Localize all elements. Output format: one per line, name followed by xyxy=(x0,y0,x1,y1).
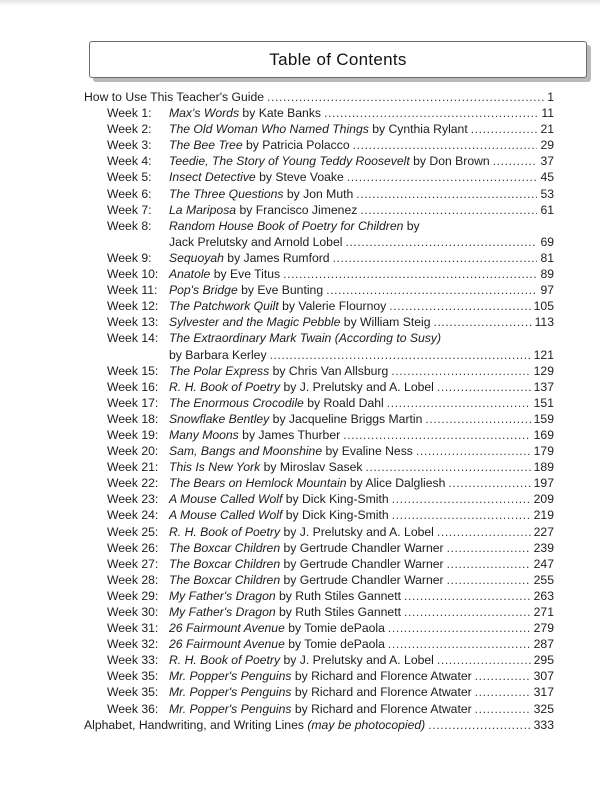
toc-entry xyxy=(165,491,389,507)
toc-book-author: by Tomie dePaola xyxy=(284,637,385,652)
toc-week-label: Week 2: xyxy=(107,122,152,137)
toc-row[interactable] xyxy=(84,668,554,684)
toc-book-title: My Father's Dragon xyxy=(169,605,276,619)
toc-page-number: 21 xyxy=(540,122,554,137)
toc-week-label: Week 15: xyxy=(107,363,159,378)
toc-book-author: by Jon Muth xyxy=(283,186,354,201)
toc-book-title: Mr. Popper's Penguins xyxy=(169,701,292,716)
toc-book-title: R. H. Book of Poetry xyxy=(169,653,281,668)
toc-week-label: Week 6: xyxy=(107,186,152,201)
toc-book-title: My Father's Dragon xyxy=(169,588,276,603)
toc-book-title: This Is New York xyxy=(169,460,261,475)
leader-dots xyxy=(360,202,537,218)
toc-book-author: by Gertrude Chandler Warner xyxy=(280,556,444,571)
toc-week-label: Week 24: xyxy=(107,508,159,523)
leader-dots xyxy=(326,282,537,298)
toc-row[interactable] xyxy=(84,218,554,234)
leader-dots xyxy=(437,652,531,668)
leader-dots xyxy=(353,137,538,153)
leader-dots xyxy=(343,427,530,443)
toc-page-number: 53 xyxy=(540,186,554,201)
leader-dots xyxy=(404,604,531,620)
toc-entry xyxy=(165,652,434,668)
toc-book-title: Mr. Popper's Penguins xyxy=(169,669,292,684)
toc-week-label: Week 22: xyxy=(107,476,159,491)
toc-row[interactable] xyxy=(84,652,554,668)
toc-entry-continuation: Jack Prelutsky and Arnold Lobel xyxy=(169,234,343,249)
toc-entry xyxy=(165,620,385,636)
toc-book-author: by Dick King-Smith xyxy=(282,508,389,523)
toc-book-author: by J. Prelutsky and A. Lobel xyxy=(280,379,434,394)
toc-page-number: 317 xyxy=(533,685,554,700)
toc-entry xyxy=(165,572,444,588)
leader-dots xyxy=(437,379,531,395)
toc-book-title: 26 Fairmount Avenue xyxy=(169,637,285,652)
toc-row[interactable] xyxy=(84,153,554,169)
toc-row-intro[interactable] xyxy=(84,89,554,105)
toc-book-title: The Extraordinary Mark Twain (According to Susy) xyxy=(169,331,442,346)
toc-week-label: Week 26: xyxy=(107,540,159,555)
toc-row[interactable] xyxy=(84,475,554,491)
toc-week-label: Week 16: xyxy=(107,379,159,394)
toc-page-number: 113 xyxy=(534,315,554,330)
toc-entry xyxy=(165,427,340,443)
toc-page-number: 121 xyxy=(533,347,554,362)
leader-dots xyxy=(391,363,530,379)
toc-week-label: Week 5: xyxy=(107,170,152,185)
toc-entry xyxy=(165,507,389,523)
toc-entry xyxy=(165,218,420,234)
toc-row-outro[interactable] xyxy=(84,717,554,733)
toc-book-title: The Bee Tree xyxy=(169,138,243,153)
toc-book-title: La Mariposa xyxy=(169,202,237,217)
toc-book-title: A Mouse Called Wolf xyxy=(169,508,283,523)
toc-entry xyxy=(165,636,385,652)
toc-row[interactable] xyxy=(84,443,554,459)
toc-book-author: by Tomie dePaola xyxy=(284,621,385,636)
toc-entry xyxy=(165,588,401,604)
toc-week-label: Week 23: xyxy=(107,492,159,507)
toc-entry xyxy=(165,105,321,121)
toc-week-label: Week 11: xyxy=(107,283,158,298)
leader-dots xyxy=(324,105,538,121)
page-title: Table of Contents xyxy=(269,49,407,69)
toc-row[interactable] xyxy=(84,169,554,185)
toc-book-title: Teedie, The Story of Young Teddy Roosevelt xyxy=(169,154,410,169)
toc-week-label: Week 17: xyxy=(107,395,159,410)
toc-row[interactable] xyxy=(84,684,554,700)
toc-row[interactable] xyxy=(84,620,554,636)
toc-book-author: by Alice Dalgliesh xyxy=(346,476,446,491)
leader-dots xyxy=(447,540,531,556)
toc-page-number: 97 xyxy=(540,283,554,298)
toc-book-title: The Enormous Crocodile xyxy=(169,395,304,410)
toc-book-author: by James Thurber xyxy=(238,427,341,442)
toc-row[interactable] xyxy=(84,507,554,523)
toc-week-label: Week 1: xyxy=(107,106,152,121)
toc-page-number: 209 xyxy=(533,492,554,507)
toc-page-number: 263 xyxy=(533,588,554,603)
leader-dots xyxy=(475,701,531,717)
toc-row[interactable] xyxy=(84,298,554,314)
toc-book-title: Many Moons xyxy=(169,427,239,442)
leader-dots xyxy=(404,588,531,604)
toc-page-number: 159 xyxy=(533,411,554,426)
toc-book-author: by Gertrude Chandler Warner xyxy=(280,540,444,555)
toc-page-number: 179 xyxy=(533,444,554,459)
toc-book-title: Insect Detective xyxy=(169,170,256,185)
toc-page-number: 45 xyxy=(540,170,554,185)
toc-week-label: Week 29: xyxy=(107,588,159,603)
toc-entry-continuation: by Barbara Kerley xyxy=(169,347,267,362)
toc-row[interactable] xyxy=(84,121,554,137)
toc-row[interactable] xyxy=(84,540,554,556)
leader-dots xyxy=(447,572,531,588)
toc-book-author: by Miroslav Sasek xyxy=(260,460,363,475)
toc-week-label: Week 19: xyxy=(107,427,159,442)
toc-entry xyxy=(165,266,280,282)
toc-page-number: 137 xyxy=(533,379,554,394)
toc-week-label: Week 25: xyxy=(107,524,159,539)
toc-week-label: Week 20: xyxy=(107,444,159,459)
toc-page-number: 247 xyxy=(533,556,554,571)
toc-entry xyxy=(165,137,350,153)
toc-book-author: by J. Prelutsky and A. Lobel xyxy=(280,653,434,668)
toc-book-author: by Richard and Florence Atwater xyxy=(291,701,472,716)
toc-book-title: The Boxcar Children xyxy=(169,540,281,555)
toc-entry-text: How to Use This Teacher's Guide xyxy=(84,90,265,104)
toc-row[interactable] xyxy=(84,202,554,218)
leader-dots xyxy=(447,556,531,572)
toc-page-number: 197 xyxy=(533,476,554,491)
toc-week-label: Week 8: xyxy=(107,218,152,233)
toc-page-number: 279 xyxy=(533,621,554,636)
toc-week-label: Week 10: xyxy=(107,267,159,282)
toc-book-title: The Polar Express xyxy=(169,363,270,378)
toc-week-label: Week 4: xyxy=(107,154,152,169)
toc-week-label: Week 27: xyxy=(107,556,159,571)
toc-book-title: Random House Book of Poetry for Children xyxy=(169,218,404,233)
toc-week-label: Week 13: xyxy=(107,315,159,330)
leader-dots xyxy=(392,507,531,523)
leader-dots xyxy=(345,234,537,250)
toc-entry xyxy=(165,684,472,700)
toc-entry xyxy=(165,363,388,379)
toc-page-number: 219 xyxy=(533,508,554,523)
toc-page-number: 89 xyxy=(540,267,554,282)
toc-book-title: The Old Woman Who Named Things xyxy=(169,122,369,137)
toc-book-title: 26 Fairmount Avenue xyxy=(169,621,285,636)
toc-page-number: 325 xyxy=(533,701,554,716)
toc-entry xyxy=(165,701,472,717)
toc-book-author: by Ruth Stiles Gannett xyxy=(275,588,401,603)
toc-book-title: Sylvester and the Magic Pebble xyxy=(169,315,341,330)
toc-book-author: by Dick King-Smith xyxy=(282,492,389,507)
toc-row[interactable] xyxy=(84,282,554,298)
toc-book-author: by J. Prelutsky and A. Lobel xyxy=(280,524,434,539)
toc-book-author: by Gertrude Chandler Warner xyxy=(280,572,444,587)
leader-dots xyxy=(392,491,531,507)
toc-entry xyxy=(165,443,413,459)
toc-book-author: by xyxy=(403,218,420,233)
toc-row[interactable] xyxy=(84,379,554,395)
toc-entry xyxy=(165,314,430,330)
toc-row[interactable] xyxy=(84,411,554,427)
toc-week-label: Week 3: xyxy=(107,138,152,153)
toc-week-label: Week 12: xyxy=(107,299,159,314)
toc-book-author: by Cynthia Rylant xyxy=(368,122,468,137)
toc-entry xyxy=(165,540,444,556)
toc-book-title: The Boxcar Children xyxy=(169,556,281,571)
leader-dots xyxy=(437,524,531,540)
toc-book-author: by Patricia Polacco xyxy=(242,138,350,153)
toc-book-title: Mr. Popper's Penguins xyxy=(169,685,292,700)
toc-week-label: Week 9: xyxy=(107,250,152,265)
toc-book-title: A Mouse Called Wolf xyxy=(169,492,283,507)
leader-dots xyxy=(347,169,538,185)
leader-dots xyxy=(433,314,531,330)
toc-row[interactable] xyxy=(84,137,554,153)
leader-dots xyxy=(475,668,531,684)
toc-book-title: The Boxcar Children xyxy=(169,572,281,587)
leader-dots xyxy=(283,266,537,282)
toc-entry xyxy=(165,121,468,137)
toc-page-number: 169 xyxy=(533,427,554,442)
toc-entry xyxy=(165,395,384,411)
toc-page-number: 255 xyxy=(533,572,554,587)
toc-book-title: R. H. Book of Poetry xyxy=(169,524,281,539)
toc-entry xyxy=(165,524,434,540)
toc-row[interactable] xyxy=(84,572,554,588)
toc-week-label: Week 21: xyxy=(107,460,159,475)
toc-row[interactable] xyxy=(84,363,554,379)
toc-row[interactable] xyxy=(84,250,554,266)
toc-entry xyxy=(165,169,344,185)
toc-page-number: 81 xyxy=(540,250,554,265)
toc-entry xyxy=(165,298,386,314)
toc-page-number: 287 xyxy=(533,637,554,652)
toc-page-number: 61 xyxy=(540,202,554,217)
toc-book-author: by Eve Bunting xyxy=(237,283,324,298)
toc-page-number: 333 xyxy=(533,717,554,732)
leader-dots xyxy=(366,459,531,475)
toc-page-number: 307 xyxy=(533,669,554,684)
toc-book-title: Pop's Bridge xyxy=(169,283,238,298)
toc-book-author: by Roald Dahl xyxy=(303,395,384,410)
toc-entry xyxy=(165,202,357,218)
toc-week-label: Week 7: xyxy=(107,202,152,217)
leader-dots xyxy=(475,684,531,700)
page-top-edge xyxy=(0,0,600,6)
leader-dots xyxy=(389,298,530,314)
toc-book-title: Sam, Bangs and Moonshine xyxy=(169,444,323,459)
toc-page-number: 271 xyxy=(533,605,554,619)
toc-page-number: 105 xyxy=(533,299,554,314)
toc-row[interactable] xyxy=(84,459,554,475)
toc-entry xyxy=(165,604,401,620)
toc-row[interactable] xyxy=(84,636,554,652)
leader-dots xyxy=(356,186,537,202)
toc-book-author: by Don Brown xyxy=(409,154,490,169)
toc-outro-label: Alphabet, Handwriting, and Writing Lines xyxy=(84,717,308,732)
toc-page-number: 129 xyxy=(533,363,554,378)
toc-entry xyxy=(165,250,330,266)
toc-book-title: Max's Words xyxy=(169,106,240,121)
toc-page-number: 29 xyxy=(540,138,554,153)
toc-book-author: by Richard and Florence Atwater xyxy=(291,669,472,684)
toc-book-title: The Bears on Hemlock Mountain xyxy=(169,476,347,491)
toc-page-number: 11 xyxy=(541,106,554,121)
toc-book-author: by Chris Van Allsburg xyxy=(269,363,389,378)
toc-page-number: 69 xyxy=(540,234,554,249)
toc-book-title: Snowflake Bentley xyxy=(169,411,270,426)
toc-row[interactable] xyxy=(84,427,554,443)
toc-entry xyxy=(165,379,434,395)
toc-book-author: by Ruth Stiles Gannett xyxy=(275,605,401,619)
toc-page-number: 295 xyxy=(533,653,554,668)
toc-row-continuation[interactable] xyxy=(84,234,554,250)
toc-entry xyxy=(165,153,490,169)
leader-dots xyxy=(388,636,531,652)
toc-book-author: by Eve Titus xyxy=(210,267,281,282)
toc-week-label: Week 35: xyxy=(107,685,159,700)
toc-entry xyxy=(165,330,441,346)
toc-book-author: by William Steig xyxy=(340,315,431,330)
toc-week-label: Week 31: xyxy=(107,621,159,636)
leader-dots xyxy=(448,475,530,491)
toc-page-number: 227 xyxy=(533,524,554,539)
toc-entry xyxy=(165,475,445,491)
toc-row[interactable] xyxy=(84,330,554,346)
leader-dots xyxy=(493,153,538,169)
toc-week-label: Week 14: xyxy=(107,331,159,346)
toc-book-author: by Evaline Ness xyxy=(322,444,413,459)
toc-page-number: 37 xyxy=(540,154,554,169)
toc-row[interactable] xyxy=(84,314,554,330)
toc-entry xyxy=(165,668,472,684)
toc-week-label: Week 28: xyxy=(107,572,159,587)
toc-row[interactable] xyxy=(84,524,554,540)
leader-dots xyxy=(425,411,530,427)
toc-page-number: 151 xyxy=(533,395,554,410)
toc-book-title: The Patchwork Quilt xyxy=(169,299,279,314)
toc-book-author: by Steve Voake xyxy=(255,170,344,185)
toc-book-title: R. H. Book of Poetry xyxy=(169,379,281,394)
toc-entry-text xyxy=(84,717,425,733)
table-of-contents xyxy=(84,89,554,733)
toc-outro-note: (may be photocopied) xyxy=(307,717,426,732)
leader-dots xyxy=(416,443,531,459)
toc-entry xyxy=(165,411,422,427)
toc-week-label: Week 32: xyxy=(107,637,159,652)
leader-dots xyxy=(387,395,531,411)
toc-row[interactable] xyxy=(84,105,554,121)
toc-book-author: by Valerie Flournoy xyxy=(278,299,387,314)
toc-week-label: Week 35: xyxy=(107,669,159,684)
toc-week-label: Week 30: xyxy=(107,605,159,619)
toc-page-number: 189 xyxy=(533,460,554,475)
toc-entry xyxy=(165,459,363,475)
toc-row[interactable] xyxy=(84,556,554,572)
toc-book-title: Sequoyah xyxy=(169,250,224,265)
leader-dots xyxy=(267,89,544,105)
title-box xyxy=(89,41,587,78)
toc-week-label: Week 18: xyxy=(107,411,159,426)
toc-book-title: Anatole xyxy=(169,267,211,282)
toc-book-author: by James Rumford xyxy=(223,250,330,265)
toc-week-label: Week 33: xyxy=(107,653,159,668)
toc-row[interactable] xyxy=(84,266,554,282)
toc-row-continuation[interactable] xyxy=(84,347,554,363)
toc-row[interactable] xyxy=(84,186,554,202)
toc-row[interactable] xyxy=(84,491,554,507)
toc-page-number: 239 xyxy=(533,540,554,555)
leader-dots xyxy=(270,347,531,363)
toc-row[interactable] xyxy=(84,604,554,620)
leader-dots xyxy=(333,250,538,266)
leader-dots xyxy=(471,121,538,137)
toc-row[interactable] xyxy=(84,395,554,411)
toc-week-label: Week 36: xyxy=(107,701,159,716)
toc-row[interactable] xyxy=(84,588,554,604)
leader-dots xyxy=(388,620,531,636)
toc-book-author: by Francisco Jimenez xyxy=(236,202,358,217)
toc-book-author: by Jacqueline Briggs Martin xyxy=(269,411,423,426)
toc-entry xyxy=(165,186,353,202)
toc-page-number: 1 xyxy=(547,90,554,104)
toc-book-title: The Three Questions xyxy=(169,186,284,201)
toc-book-author: by Kate Banks xyxy=(239,106,322,121)
toc-entry xyxy=(165,282,323,298)
toc-book-author: by Richard and Florence Atwater xyxy=(291,685,472,700)
toc-row[interactable] xyxy=(84,701,554,717)
leader-dots xyxy=(428,717,530,733)
toc-entry xyxy=(165,556,444,572)
